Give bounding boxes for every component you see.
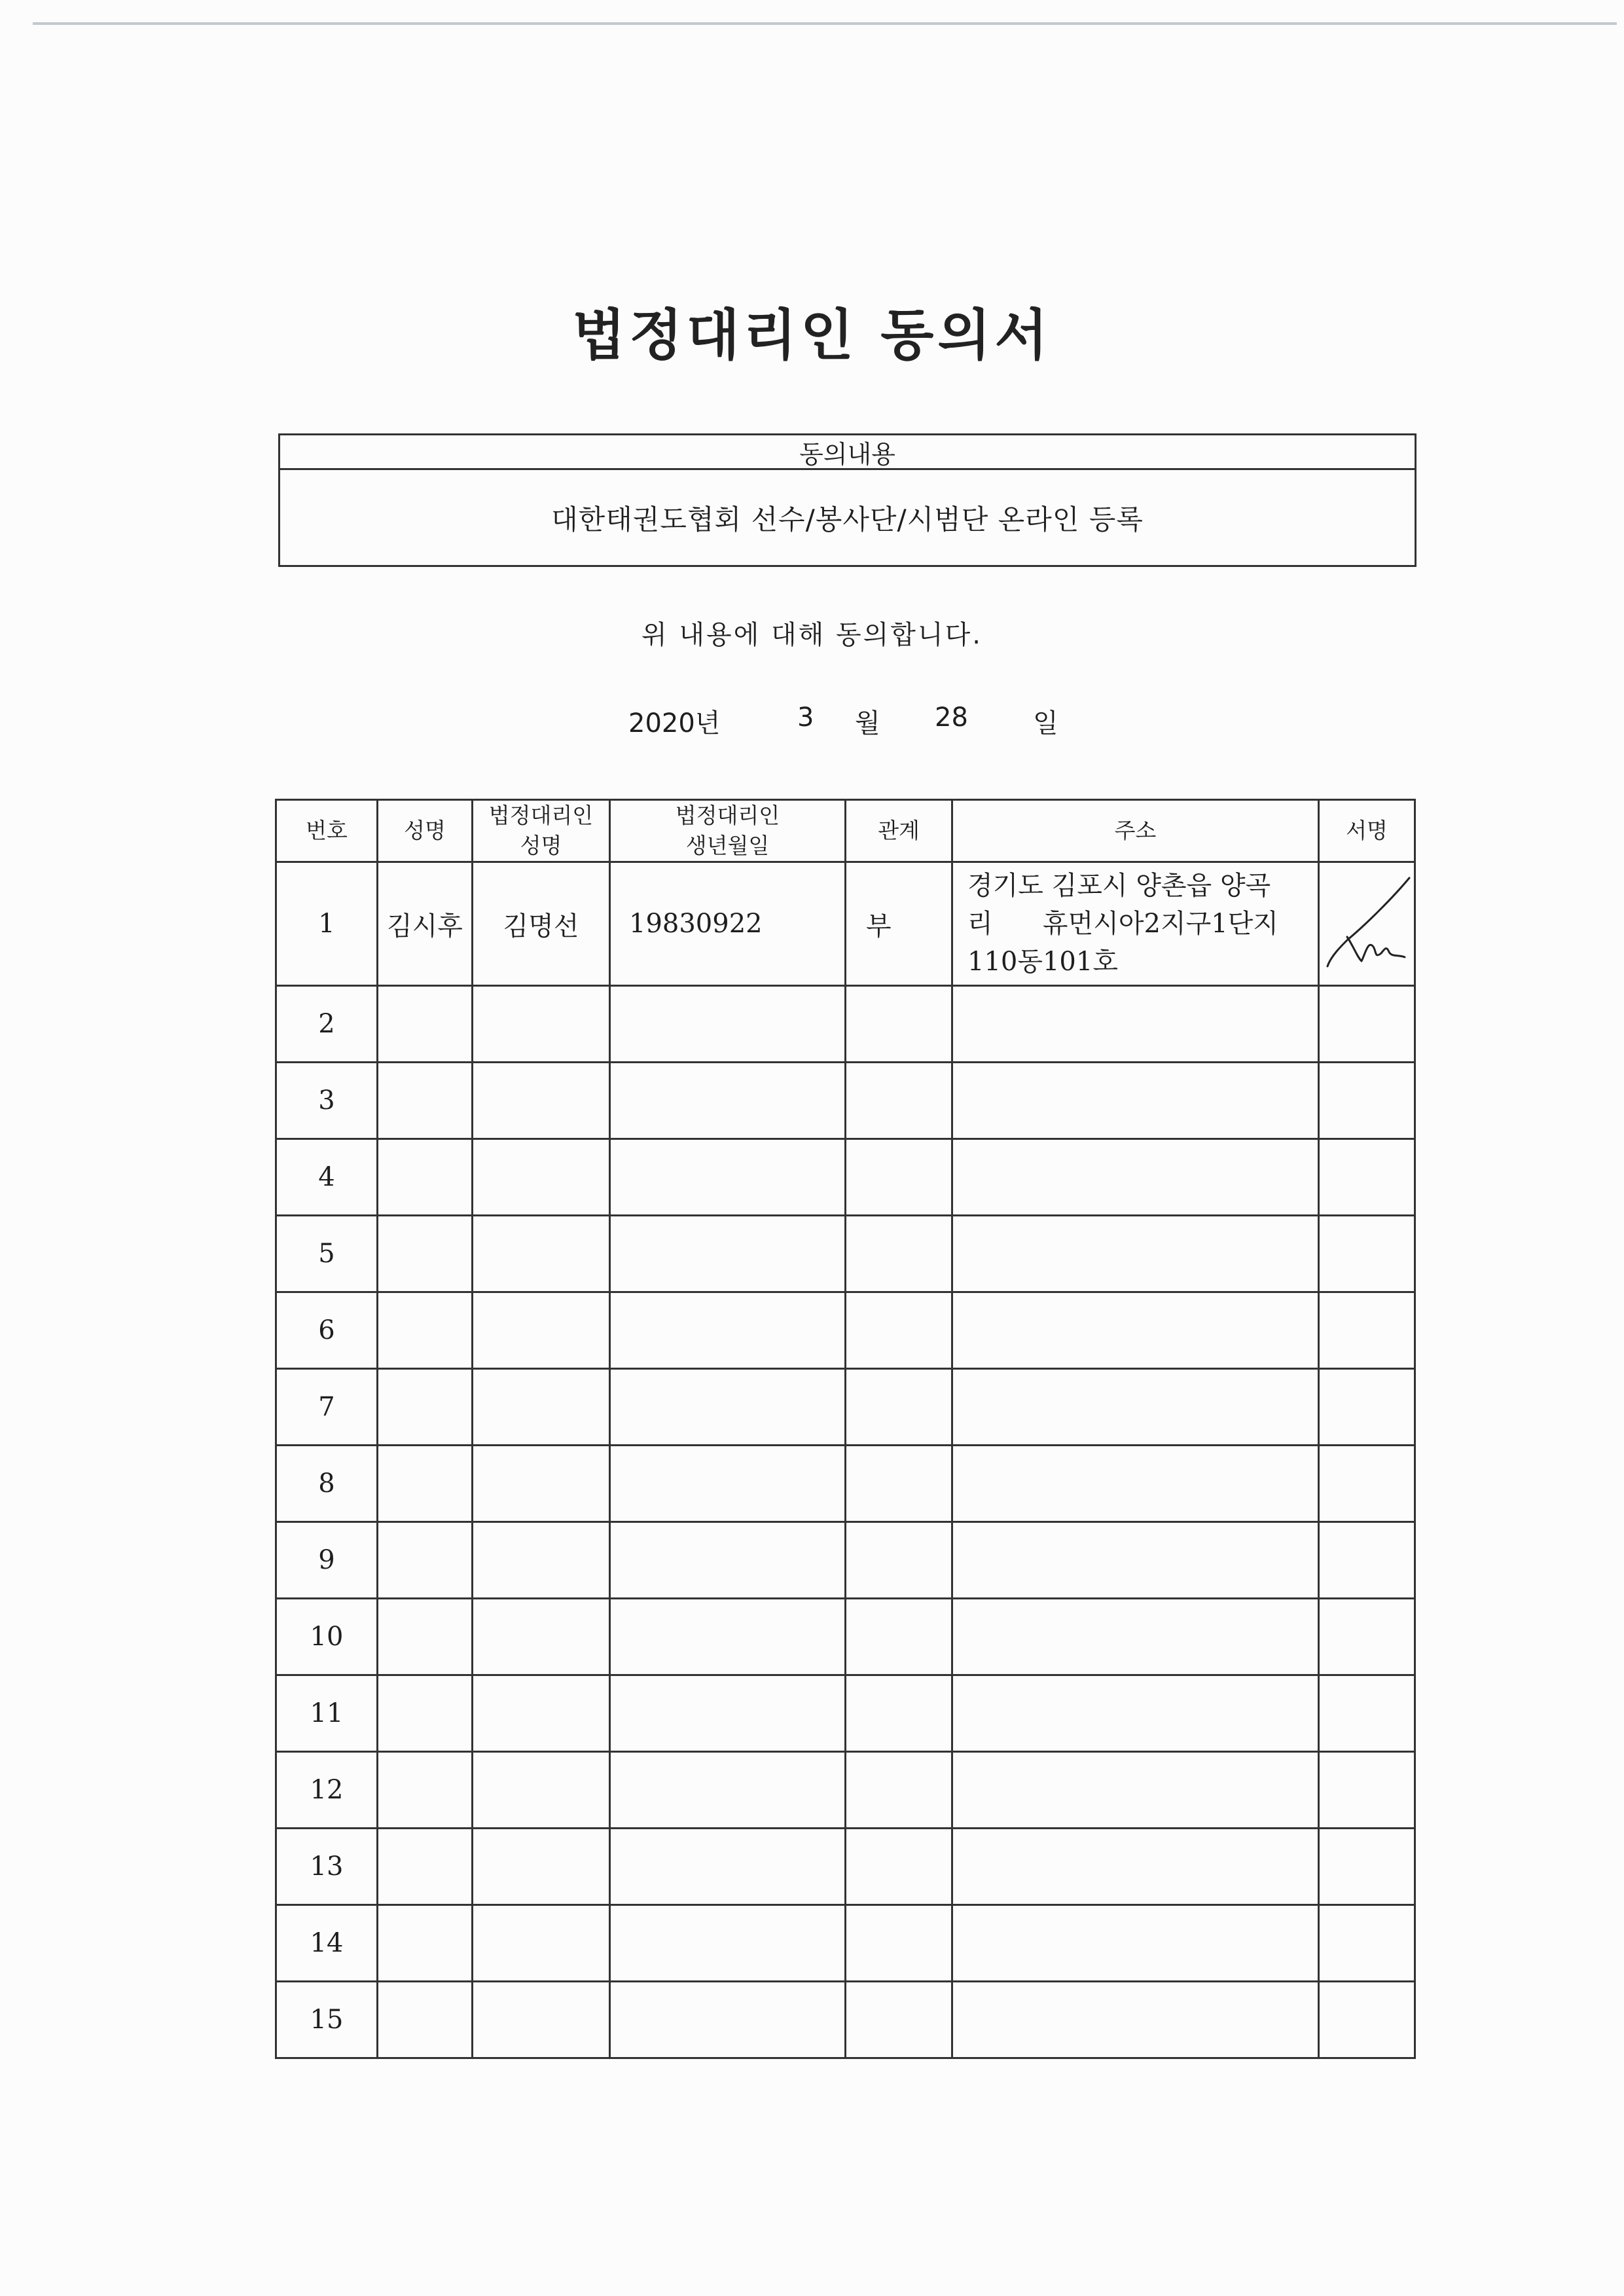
address xyxy=(952,986,1319,1063)
consent-content: 대한태권도협회 선수/봉사단/시범단 온라인 등록 xyxy=(551,503,1144,536)
guardian-name xyxy=(473,1139,610,1216)
address xyxy=(952,1675,1319,1752)
header-guardian-name xyxy=(473,800,610,862)
row-number: 11 xyxy=(276,1675,378,1752)
header-guardian-birth-line2: 생년월일 xyxy=(685,833,770,858)
relation: 부 xyxy=(846,862,952,986)
guardian-name xyxy=(473,1446,610,1522)
applicant-name xyxy=(378,1752,473,1829)
header-address: 주소 xyxy=(952,800,1319,862)
relation xyxy=(846,1139,952,1216)
applicant-name xyxy=(378,1446,473,1522)
consent-header: 동의내용 xyxy=(280,435,1415,470)
row-number: 9 xyxy=(276,1522,378,1599)
table-row xyxy=(276,986,1415,1063)
guardian-name xyxy=(473,1599,610,1675)
table-row xyxy=(276,1829,1415,1905)
row-number: 12 xyxy=(276,1752,378,1829)
guardian-birthdate xyxy=(610,1292,846,1369)
signature-cell xyxy=(1319,862,1415,986)
scan-top-edge xyxy=(33,22,1617,25)
address xyxy=(952,1292,1319,1369)
signature-cell xyxy=(1319,1369,1415,1446)
document-title: 법정대리인 동의서 xyxy=(572,303,1052,367)
applicant-name xyxy=(378,1522,473,1599)
date-day-label: 일 xyxy=(1033,708,1058,738)
registration-table xyxy=(275,799,1416,2059)
signature-cell xyxy=(1319,1982,1415,2058)
row-number: 7 xyxy=(276,1369,378,1446)
guardian-birthdate xyxy=(610,1369,846,1446)
relation xyxy=(846,1905,952,1982)
relation xyxy=(846,1446,952,1522)
header-relation: 관계 xyxy=(846,800,952,862)
row-number: 15 xyxy=(276,1982,378,2058)
address xyxy=(952,1216,1319,1292)
table-row xyxy=(276,1063,1415,1139)
guardian-name xyxy=(473,1063,610,1139)
table-row xyxy=(276,1369,1415,1446)
applicant-name xyxy=(378,986,473,1063)
signature-cell xyxy=(1319,1599,1415,1675)
address xyxy=(952,1139,1319,1216)
row-number: 3 xyxy=(276,1063,378,1139)
address-line-1: 경기도 김포시 양촌읍 양곡 xyxy=(967,871,1271,901)
applicant-name xyxy=(378,1139,473,1216)
relation xyxy=(846,1063,952,1139)
signature-cell xyxy=(1319,1752,1415,1829)
header-guardian-birth-line1: 법정대리인 xyxy=(675,803,780,828)
date-month-label: 월 xyxy=(855,708,880,738)
address xyxy=(952,1829,1319,1905)
relation xyxy=(846,986,952,1063)
relation xyxy=(846,1522,952,1599)
relation xyxy=(846,1292,952,1369)
signature-cell xyxy=(1319,1675,1415,1752)
guardian-name: 김명선 xyxy=(473,862,610,986)
signature-cell xyxy=(1319,986,1415,1063)
address xyxy=(952,1369,1319,1446)
signature-cell xyxy=(1319,1292,1415,1369)
row-number: 6 xyxy=(276,1292,378,1369)
date-day: 28 xyxy=(935,702,968,733)
guardian-name xyxy=(473,1982,610,2058)
relation xyxy=(846,1216,952,1292)
header-name: 성명 xyxy=(378,800,473,862)
guardian-name xyxy=(473,1522,610,1599)
applicant-name xyxy=(378,1599,473,1675)
agreement-statement: 위 내용에 대해 동의합니다. xyxy=(641,620,983,650)
applicant-name xyxy=(378,1982,473,2058)
guardian-birthdate xyxy=(610,1522,846,1599)
row-number: 2 xyxy=(276,986,378,1063)
table-row xyxy=(276,1905,1415,1982)
header-guardian-birth xyxy=(610,800,846,862)
signature-cell xyxy=(1319,1139,1415,1216)
applicant-name xyxy=(378,1292,473,1369)
guardian-birthdate xyxy=(610,1905,846,1982)
guardian-name xyxy=(473,1752,610,1829)
applicant-name xyxy=(378,1905,473,1982)
header-signature: 서명 xyxy=(1319,800,1415,862)
table-row xyxy=(276,1982,1415,2058)
table-row xyxy=(276,1216,1415,1292)
row-number: 13 xyxy=(276,1829,378,1905)
row-number: 8 xyxy=(276,1446,378,1522)
table-row xyxy=(276,1675,1415,1752)
table-row xyxy=(276,1522,1415,1599)
header-number: 번호 xyxy=(276,800,378,862)
signature-cell xyxy=(1319,1063,1415,1139)
signature-cell xyxy=(1319,1905,1415,1982)
guardian-birthdate xyxy=(610,1063,846,1139)
row-number: 1 xyxy=(276,862,378,986)
row-number: 5 xyxy=(276,1216,378,1292)
guardian-birthdate: 19830922 xyxy=(610,862,846,986)
signature-cell xyxy=(1319,1522,1415,1599)
table-row xyxy=(276,862,1415,986)
relation xyxy=(846,1599,952,1675)
table-row xyxy=(276,1446,1415,1522)
consent-box xyxy=(278,433,1416,567)
guardian-birthdate xyxy=(610,986,846,1063)
guardian-birthdate xyxy=(610,1139,846,1216)
guardian-name xyxy=(473,1675,610,1752)
address xyxy=(952,1752,1319,1829)
address xyxy=(952,1446,1319,1522)
relation xyxy=(846,1752,952,1829)
row-number: 4 xyxy=(276,1139,378,1216)
applicant-name: 김시후 xyxy=(378,862,473,986)
guardian-name xyxy=(473,1216,610,1292)
relation xyxy=(846,1675,952,1752)
handwritten-signature xyxy=(1321,875,1413,973)
signature-cell xyxy=(1319,1216,1415,1292)
row-number: 14 xyxy=(276,1905,378,1982)
date-year: 2020년 xyxy=(628,708,721,738)
signature-cell xyxy=(1319,1829,1415,1905)
date-month: 3 xyxy=(797,702,814,733)
guardian-name xyxy=(473,1829,610,1905)
table-row xyxy=(276,1752,1415,1829)
address xyxy=(952,1599,1319,1675)
guardian-name xyxy=(473,1905,610,1982)
relation xyxy=(846,1829,952,1905)
address xyxy=(952,1063,1319,1139)
applicant-name xyxy=(378,1369,473,1446)
relation xyxy=(846,1982,952,2058)
table-row xyxy=(276,1292,1415,1369)
address xyxy=(952,1905,1319,1982)
guardian-birthdate xyxy=(610,1216,846,1292)
address-line-2: 리 휴먼시아2지구1단지 xyxy=(967,909,1278,939)
address-line-3: 110동101호 xyxy=(967,947,1118,977)
table-header-row xyxy=(276,800,1415,862)
guardian-name xyxy=(473,1369,610,1446)
applicant-name xyxy=(378,1675,473,1752)
applicant-name xyxy=(378,1216,473,1292)
guardian-birthdate xyxy=(610,1752,846,1829)
address xyxy=(952,1982,1319,2058)
address xyxy=(952,862,1319,986)
guardian-birthdate xyxy=(610,1829,846,1905)
header-guardian-name-line1: 법정대리인 xyxy=(488,803,594,828)
applicant-name xyxy=(378,1829,473,1905)
table-row xyxy=(276,1139,1415,1216)
applicant-name xyxy=(378,1063,473,1139)
signature-cell xyxy=(1319,1446,1415,1522)
address xyxy=(952,1522,1319,1599)
guardian-birthdate xyxy=(610,1675,846,1752)
row-number: 10 xyxy=(276,1599,378,1675)
guardian-name xyxy=(473,986,610,1063)
guardian-name xyxy=(473,1292,610,1369)
table-row xyxy=(276,1599,1415,1675)
guardian-birthdate xyxy=(610,1446,846,1522)
relation xyxy=(846,1369,952,1446)
guardian-birthdate xyxy=(610,1599,846,1675)
header-guardian-name-line2: 성명 xyxy=(520,833,562,858)
guardian-birthdate xyxy=(610,1982,846,2058)
